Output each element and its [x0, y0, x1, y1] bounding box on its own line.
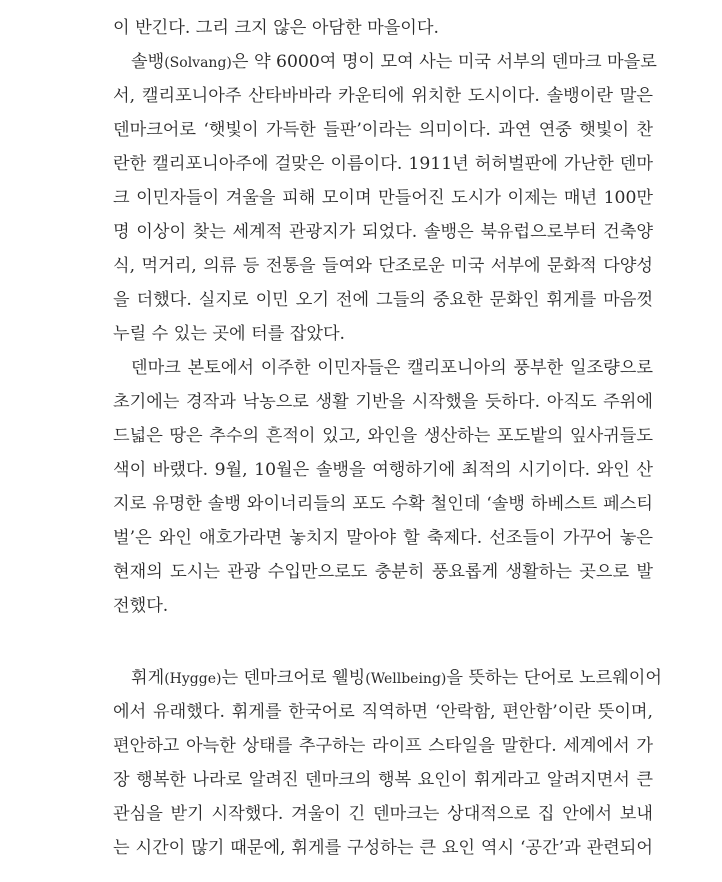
text-line: 에서 유래했다. 휘게를 한국어로 직역하면 ‘안락함, 편안함’이란 뜻이며,	[113, 702, 653, 722]
text-line: 현재의 도시는 관광 수입만으로도 충분히 풍요롭게 생활하는 곳으로 발	[113, 562, 653, 582]
text-line: 란한 캘리포니아주에 걸맞은 이름이다. 1911년 허허벌판에 가난한 덴마	[113, 154, 653, 174]
text-line: 장 행복한 나라로 알려진 덴마크의 행복 요인이 휘게라고 알려지면서 큰	[113, 770, 653, 790]
text-line: 서, 캘리포니아주 산타바바라 카운티에 위치한 도시이다. 솔뱅이란 말은	[113, 86, 653, 106]
text-line: 전했다.	[113, 596, 169, 616]
text-line: 식, 먹거리, 의류 등 전통을 들여와 단조로운 미국 서부에 문화적 다양성	[113, 256, 653, 276]
text-line: 휘게(Hygge)는 덴마크어로 웰빙(Wellbeing)을 뜻하는 단어로 노르웨이어	[131, 668, 663, 688]
text-line: 누릴 수 있는 곳에 터를 잡았다.	[113, 324, 346, 344]
text-line: 솔뱅(Solvang)은 약 6000여 명이 모여 사는 미국 서부의 덴마크 마을로	[131, 52, 657, 72]
text-line: 크 이민자들이 겨울을 피해 모이며 만들어진 도시가 이제는 매년 100만	[113, 188, 653, 208]
text-line: 관심을 받기 시작했다. 겨울이 긴 덴마크는 상대적으로 집 안에서 보내	[113, 804, 653, 824]
text-line: 는 시간이 많기 때문에, 휘게를 구성하는 큰 요인 역시 ‘공간’과 관련되어	[113, 838, 653, 858]
text-line: 초기에는 경작과 낙농으로 생활 기반을 시작했을 듯하다. 아직도 주위에	[113, 392, 653, 412]
text-line: 덴마크 본토에서 이주한 이민자들은 캘리포니아의 풍부한 일조량으로	[131, 358, 653, 378]
text-line: 색이 바랬다. 9월, 10월은 솔뱅을 여행하기에 최적의 시기이다. 와인 산	[113, 460, 653, 480]
text-line: 편안하고 아늑한 상태를 추구하는 라이프 스타일을 말한다. 세계에서 가	[113, 736, 653, 756]
text-line: 벌’은 와인 애호가라면 놓치지 말아야 할 축제다. 선조들이 가꾸어 놓은	[113, 528, 653, 548]
text-line: 지로 유명한 솔뱅 와이너리들의 포도 수확 철인데 ‘솔뱅 하베스트 페스티	[113, 494, 653, 514]
text-line: 이 반긴다. 그리 크지 않은 아담한 마을이다.	[113, 18, 439, 38]
text-line: 덴마크어로 ‘햇빛이 가득한 들판’이라는 의미이다. 과연 연중 햇빛이 찬	[113, 120, 653, 140]
text-line: 드넓은 땅은 추수의 흔적이 있고, 와인을 생산하는 포도밭의 잎사귀들도	[113, 426, 653, 446]
text-line: 을 더했다. 실지로 이민 오기 전에 그들의 중요한 문화인 휘게를 마음껏	[113, 290, 653, 310]
text-line: 명 이상이 찾는 세계적 관광지가 되었다. 솔뱅은 북유럽으로부터 건축양	[113, 222, 653, 242]
